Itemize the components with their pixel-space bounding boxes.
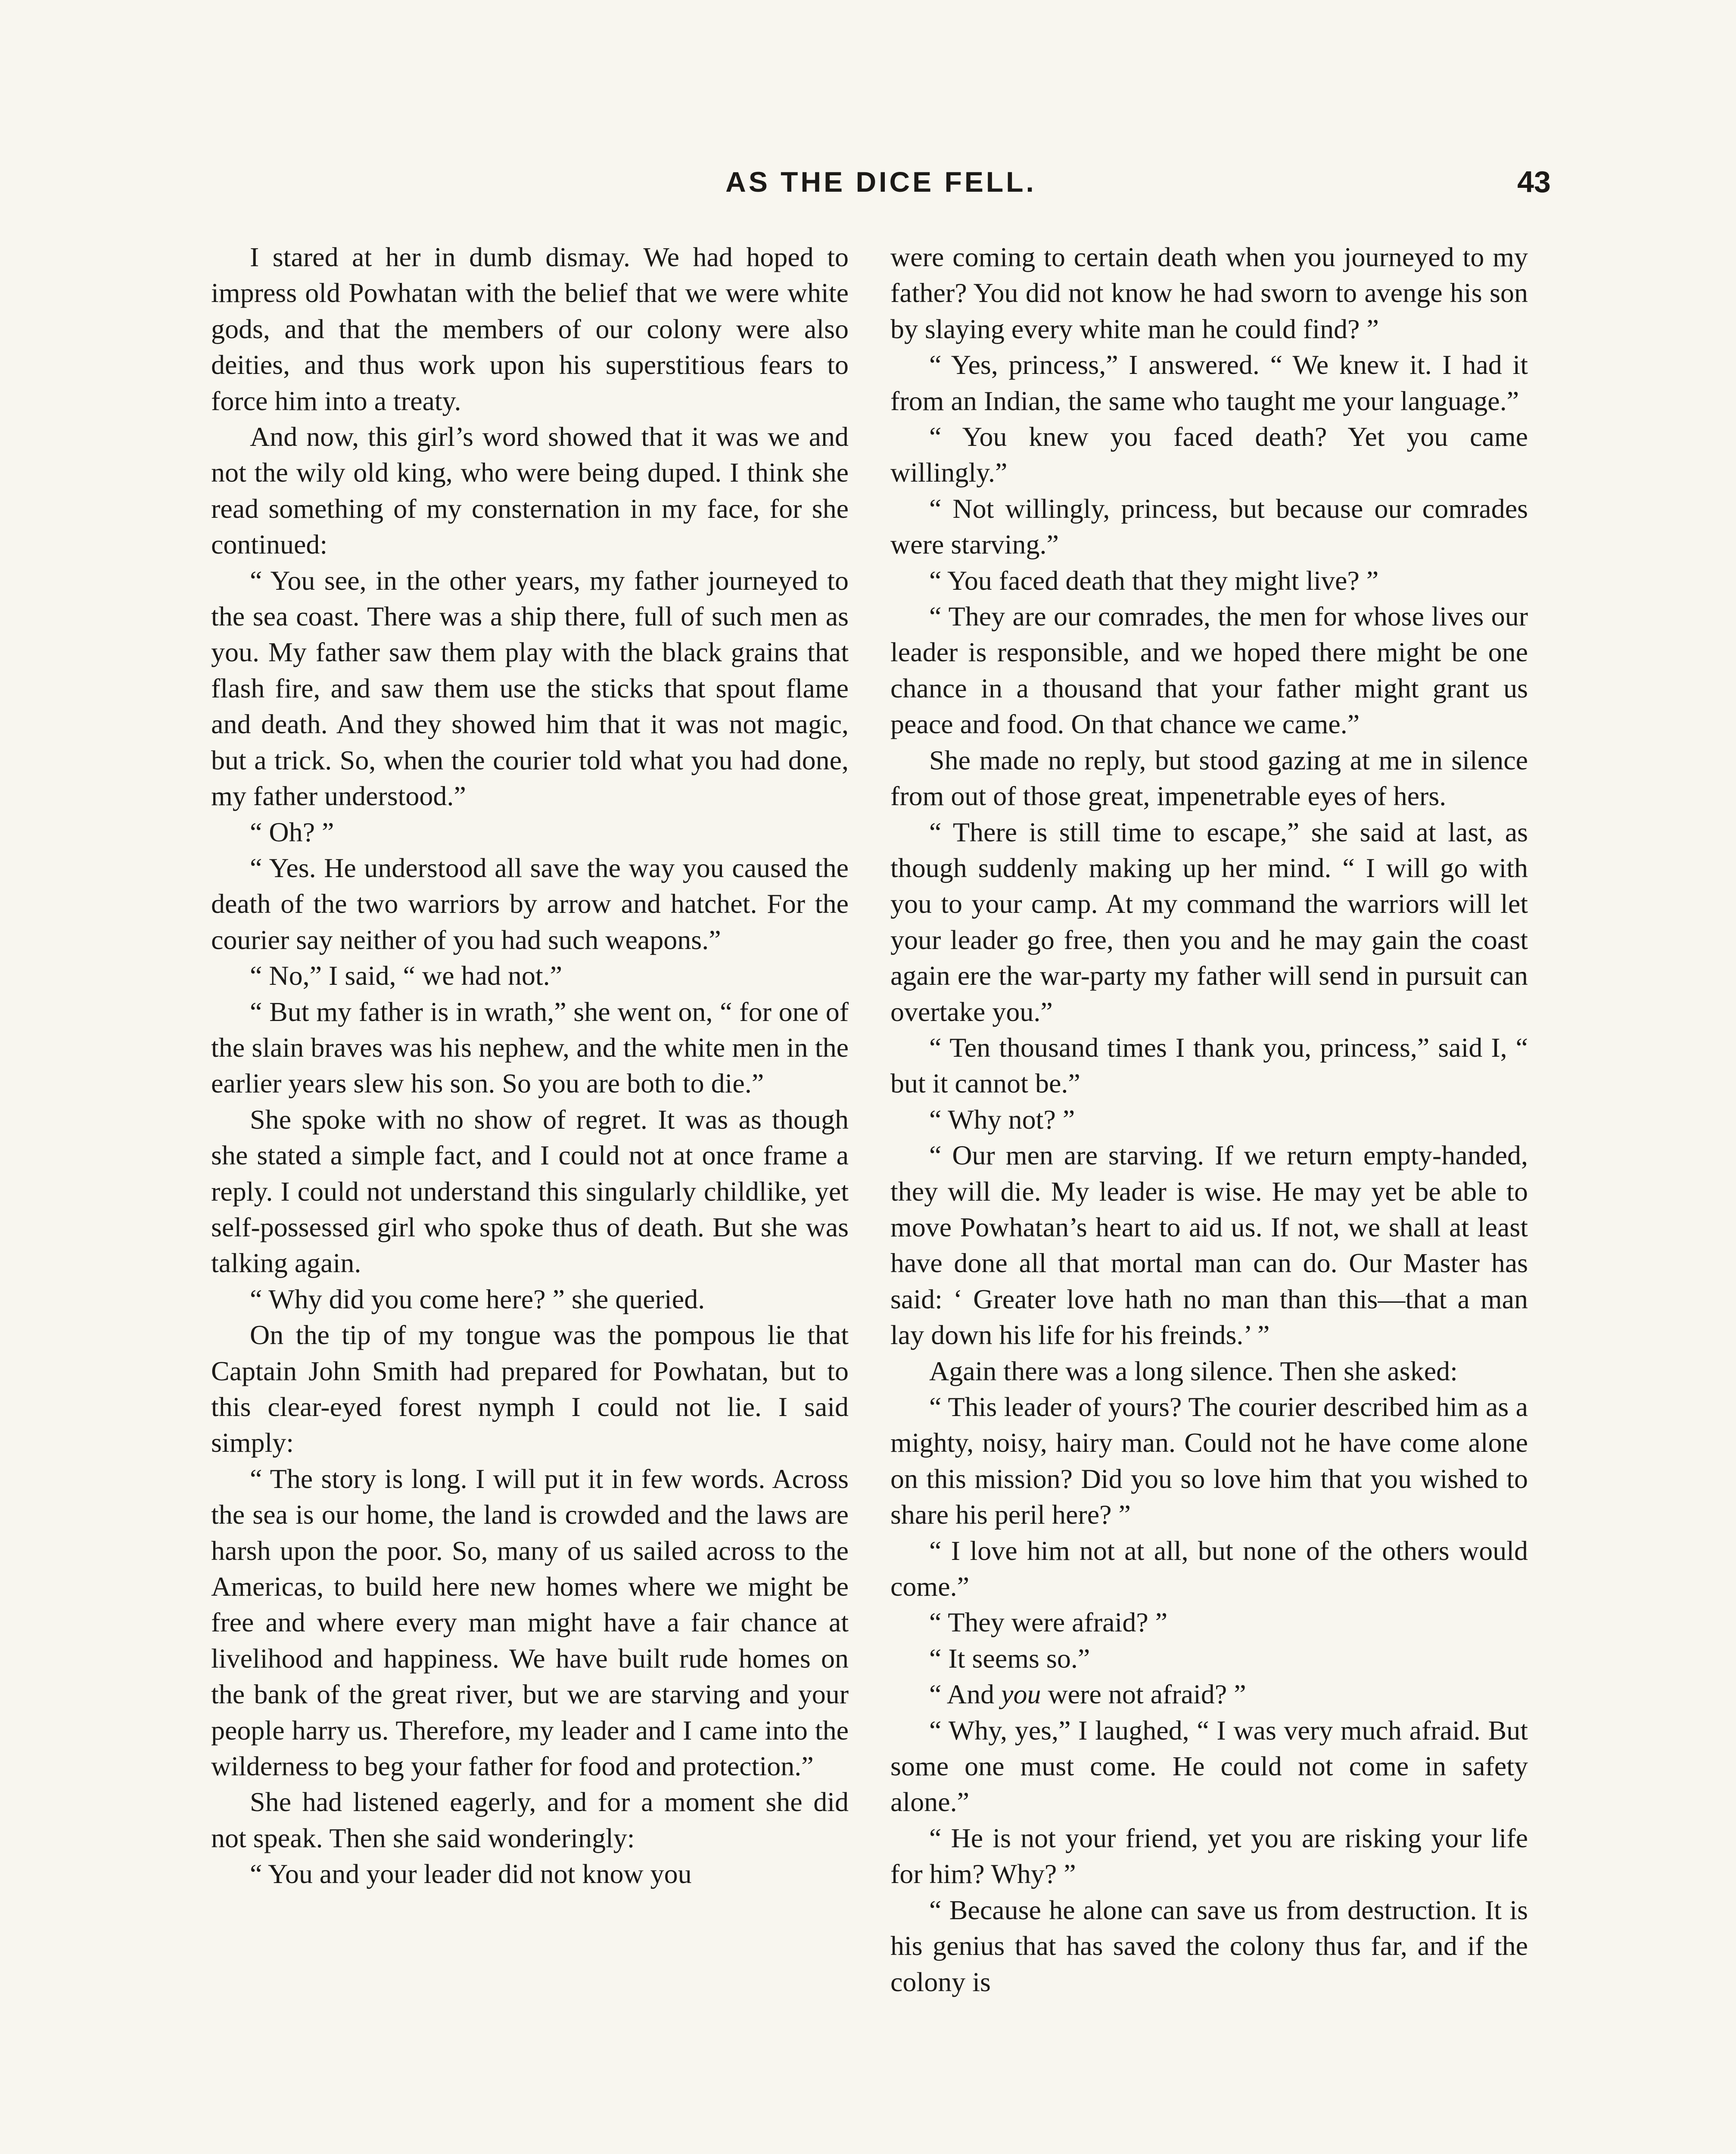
right-text-column <box>890 239 1528 2154</box>
emphasis: you <box>1001 1679 1041 1710</box>
paragraph: Again there was a long silence. Then she asked: <box>929 1355 1458 1386</box>
paragraph: “ Yes. He understood all save the way you caused the death of the two warriors by arrow and hatchet. For the courier say neither of you had such weapons.” <box>211 852 849 955</box>
paragraph: On the tip of my tongue was the pompous lie that Captain John Smith had prepared for Powhatan, but to this clear-eyed forest nymph I could not lie. I said simply: <box>211 1320 849 1458</box>
paragraph: “ You knew you faced death? Yet you came willingly.” <box>890 421 1528 488</box>
paragraph: “ He is not your friend, yet you are risking your life for him? Why? ” <box>890 1822 1528 1889</box>
paragraph: I stared at her in dumb dismay. We had hoped to impress old Powhatan with the belief that we were white gods, and that the members of our colony were also deities, and thus work upon his superstitious fears to force him into a treaty. <box>211 242 849 416</box>
paragraph: “ But my father is in wrath,” she went on, “ for one of the slain braves was his nephew, and the white men in the earlier years slew his son. So you are both to die.” <box>211 996 849 1099</box>
paragraph: were coming to certain death when you journeyed to my father? You did not know he had sworn to avenge his son by slaying every white man he could find? ” <box>890 242 1528 344</box>
paragraph: “ You see, in the other years, my father journeyed to the sea coast. There was a ship there, full of such men as you. My father saw them play with the black grains that flash fire, and saw them use the sticks that spout flame and death. And they showed him that it was not magic, but a trick. So, when the courier told what you had done, my father understood.” <box>211 565 849 812</box>
left-text-column <box>211 239 849 2154</box>
paragraph: “ It seems so.” <box>929 1643 1090 1674</box>
paragraph: “ There is still time to escape,” she said at last, as though suddenly making up her mind. “ I will go with you to your camp. At my command the warriors will let your leader go free, then you and he may gain the coast again ere the war-party my father will send in pursuit can overtake you.” <box>890 816 1528 1027</box>
paragraph: She made no reply, but stood gazing at me in silence from out of those great, impenetrable eyes of hers. <box>890 744 1528 812</box>
running-header <box>211 160 1551 212</box>
paragraph: “ You and your leader did not know you <box>250 1858 692 1889</box>
paragraph: “ Oh? ” <box>250 816 334 847</box>
paragraph: “ Yes, princess,” I answered. “ We knew it. I had it from an Indian, the same who taught me your language.” <box>890 349 1528 416</box>
running-title: AS THE DICE FELL. <box>725 166 1036 198</box>
paragraph: “ And you were not afraid? ” <box>929 1679 1246 1710</box>
page-number: 43 <box>1517 165 1551 199</box>
paragraph: “ Our men are starving. If we return empty-handed, they will die. My leader is wise. He may yet be able to move Powhatan’s heart to aid us. If not, we shall at least have done all that mortal man can do. Our Master has said: ‘ Greater love hath no man than this—that a man lay down his life for his freinds.’ ” <box>890 1140 1528 1351</box>
paragraph: “ They are our comrades, the men for whose lives our leader is responsible, and we hoped there might be one chance in a thousand that your father might grant us peace and food. On that chance we came.” <box>890 601 1528 740</box>
paragraph: “ The story is long. I will put it in few words. Across the sea is our home, the land is crowded and the laws are harsh upon the poor. So, many of us sailed across to the Americas, to build here new homes where we might be free and where every man might have a fair chance at livelihood and happiness. We have built rude homes on the bank of the great river, but we are starving and your people harry us. Therefore, my leader and I came into the wilderness to beg your father for food and protection.” <box>211 1463 849 1782</box>
paragraph: “ Why did you come here? ” she queried. <box>250 1283 705 1314</box>
paragraph: “ Why, yes,” I laughed, “ I was very much afraid. But some one must come. He could not come in safety alone.” <box>890 1715 1528 1818</box>
paragraph: “ You faced death that they might live? ” <box>929 565 1379 596</box>
paragraph: “ I love him not at all, but none of the others would come.” <box>890 1535 1528 1602</box>
paragraph: And now, this girl’s word showed that it was we and not the wily old king, who were being duped. I think she read something of my consternation in my face, for she continued: <box>211 421 849 560</box>
paragraph: “ Why not? ” <box>929 1104 1075 1135</box>
paragraph: “ Ten thousand times I thank you, princess,” said I, “ but it cannot be.” <box>890 1032 1528 1099</box>
paragraph: “ Not willingly, princess, but because our comrades were starving.” <box>890 493 1528 560</box>
paragraph: “ No,” I said, “ we had not.” <box>250 960 563 991</box>
paragraph: She spoke with no show of regret. It was as though she stated a simple fact, and I could not at once frame a reply. I could not understand this singularly childlike, yet self-possessed girl who spoke thus of death. But she was talking again. <box>211 1104 849 1279</box>
paragraph: “ This leader of yours? The courier described him as a mighty, noisy, hairy man. Could not he have come alone on this mission? Did you so love him that you wished to share his peril here? ” <box>890 1391 1528 1530</box>
paragraph: She had listened eagerly, and for a moment she did not speak. Then she said wonderingly: <box>211 1787 849 1853</box>
paragraph: “ Because he alone can save us from destruction. It is his genius that has saved the colony thus far, and if the colony is <box>890 1894 1528 1997</box>
paragraph: “ They were afraid? ” <box>929 1607 1168 1638</box>
